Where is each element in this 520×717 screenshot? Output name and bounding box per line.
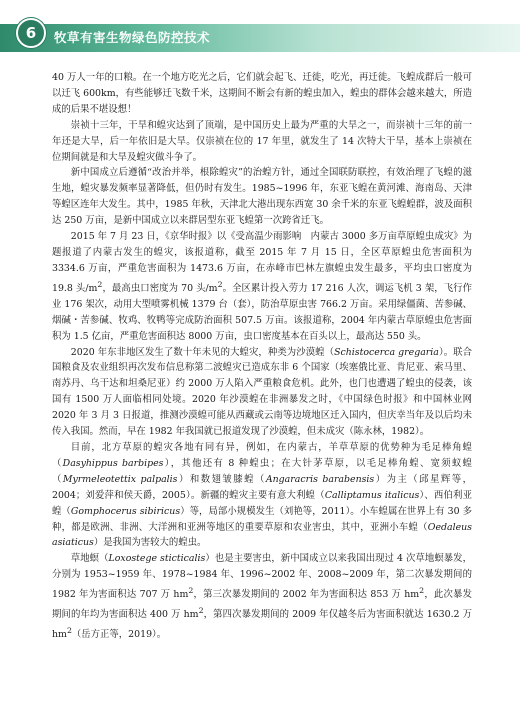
- superscript: 2: [419, 586, 425, 596]
- text-run: ），其他还有 8 种蝗虫；在大针茅草原，以毛足棒角蝗、宽须蚁蝗（: [52, 457, 472, 485]
- paragraph: 新中国成立后遵循“改治并举，根除蝗灾”的治蝗方针，通过全国联防联控，有效治理了飞蝗的滋生地，蝗灾暴发频率显著降低，但仍时有发生。1985~1996 年，东亚飞蝗在黄河滩、海南岛、天津等蝗区连年大发生。其中，1985 年秋，天津北大港出现东西宽 30 余千米的东亚飞蝗蝗群，波及面积达 250 万亩，是新中国成立以来群居型东亚飞蝗第一次跨省迁飞。: [52, 167, 472, 227]
- paragraph: 40 万人一年的口粮。在一个地方吃光之后，它们就会起飞、迁徙，吃光，再迁徙。飞蝗成群后一般可以迁飞 600km，有些能够迁飞数千米，这期间不断会有新的蝗虫加入，蝗虫的群体会越来越大，所造成的后果不堪设想！: [52, 72, 472, 115]
- text-run: 。全区累计投入劳力 17 216 人次，调运飞机 3 架，飞行作业 176 架次，动用大型喷雾机械 1379 台（套），防治草原虫害 766.2 万亩。采用绿僵菌、苦参碱、烟碱・苦参碱、牧鸡、牧鸭等完成防治面积 507.5 万亩。该报道称，2004 年内蒙古草原蝗虫危害面积为 1.5 亿亩，严重危害面积达 8000 万亩，虫口密度基本在百头以上，最高达 550 头。: [52, 282, 472, 342]
- text-run: 2015 年 7 月 23 日，《京华时报》以《受高温少雨影响 内蒙古 3000 多万亩草原蝗虫成灾》为题报道了内蒙古发生的蝗灾，该报道称，截至 2015 年 7 月 15 日，全区草原蝗虫危害面积为 3334.6 万亩，严重危害面积为 1473.6 万亩，在赤峰市巴林左旗蝗虫发生最多，平均虫口密度为 19.8 头/m: [52, 231, 472, 294]
- text-run: ，此次暴发期间的年均为害面积达 400 万 hm: [52, 589, 472, 621]
- text-run: ）、西伯利亚蝗（: [52, 489, 472, 517]
- species-name: Angaracris barabensis: [265, 473, 375, 485]
- species-name: Calliptamus italicus: [324, 489, 420, 501]
- text-run: 草地螟（: [70, 553, 109, 565]
- text-run: ，第三次暴发期间的 2002 年为害面积达 853 万 hm: [193, 589, 420, 601]
- paragraph: 崇祯十三年，干旱和蝗灾达到了顶端，是中国历史上最为严重的大旱之一，而崇祯十三年的前一年还是大旱，后一年依旧是大旱。仅崇祯在位的 17 年里，就发生了 14 次特大干旱，基本上崇祯在位期间就是和大旱及蝗灾做斗争了。: [52, 119, 472, 163]
- page-body: [52, 70, 472, 643]
- page-number: 6: [16, 18, 46, 48]
- text-run: ）为主（邱星辉等，2004；刘爱萍和侯天爵，2005）。新疆的蝗灾主要有意大利蝗（: [52, 473, 472, 501]
- text-run: 2020 年东非地区发生了数十年未见的大蝗灾，种类为沙漠蝗（: [70, 346, 335, 358]
- paragraph: [52, 551, 472, 643]
- text-run: （岳方正等，2019）。: [71, 629, 167, 641]
- text-run: ）。联合国粮食及农业组织再次发布信息称第二波蝗灾已造成东非 6 个国家（埃塞俄比亚、肯尼亚、索马里、南苏丹、乌干达和坦桑尼亚）约 2000 万人陷入严重粮食危机。此外，也门也遭遇了蝗虫的侵袭，该国有 1500 万人面临相同处境。2020 年沙漠蝗在非洲暴发之时，《中国绿色时报》和中国林业网 2020 年 3 月 3 日报道，推测沙漠蝗可能从西藏或云南等边境地区迁入国内，但庆幸当年及以后均未传入我国。然而，早在 1982 年我国就已报道发现了沙漠蝗，但未成灾（陈永林，1982）。: [52, 346, 472, 438]
- superscript: 2: [66, 626, 72, 636]
- species-name: Schistocerca gregaria: [334, 346, 439, 358]
- superscript: 2: [188, 586, 194, 596]
- species-name: Oedaleus asiaticus: [52, 521, 472, 549]
- species-name: Myrmeleotettix palpalis: [62, 473, 178, 485]
- species-name: Dasyhippus barbipes: [62, 457, 164, 469]
- text-run: ）等，局部小规模发生（刘艳等，2011）。小车蝗属在世界上有 30 多种，都是欧洲、非洲、大洋洲和亚洲等地区的重要草原和农业害虫，其中，亚洲小车蝗（: [52, 505, 472, 533]
- text-run: 目前，北方草原的蝗灾各地有同有异，例如，在内蒙古，羊草草原的优势种为毛足棒角蝗（: [52, 441, 472, 469]
- paragraph: [52, 345, 472, 440]
- superscript: 2: [198, 606, 204, 616]
- superscript: 2: [217, 279, 223, 289]
- text-run: ，第四次暴发期间的 2009 年仅越冬后为害面积就达 1630.2 万 hm: [52, 609, 472, 641]
- species-name: Gomphocerus sibiricus: [70, 505, 181, 517]
- text-run: ，最高虫口密度为 70 头/m: [102, 282, 218, 294]
- book-title: 牧草有害生物绿色防控技术: [54, 30, 211, 45]
- superscript: 2: [97, 279, 103, 289]
- text-run: ）是我国为害较大的蝗虫。: [93, 537, 207, 549]
- page-header: [0, 0, 520, 62]
- paragraph: [52, 440, 472, 551]
- paragraph: [52, 229, 472, 344]
- species-name: Loxostege sticticalis: [108, 553, 206, 565]
- text-run: ）和数翅皱膝蝗（: [177, 473, 266, 485]
- text-run: ）也是主要害虫，新中国成立以来我国出现过 4 次草地螟暴发，分别为 1953~1959 年、1978~1984 年、1996~2002 年、2008~2009 年，第二次暴发期间的 1982 年为害面积达 707 万 hm: [52, 553, 472, 601]
